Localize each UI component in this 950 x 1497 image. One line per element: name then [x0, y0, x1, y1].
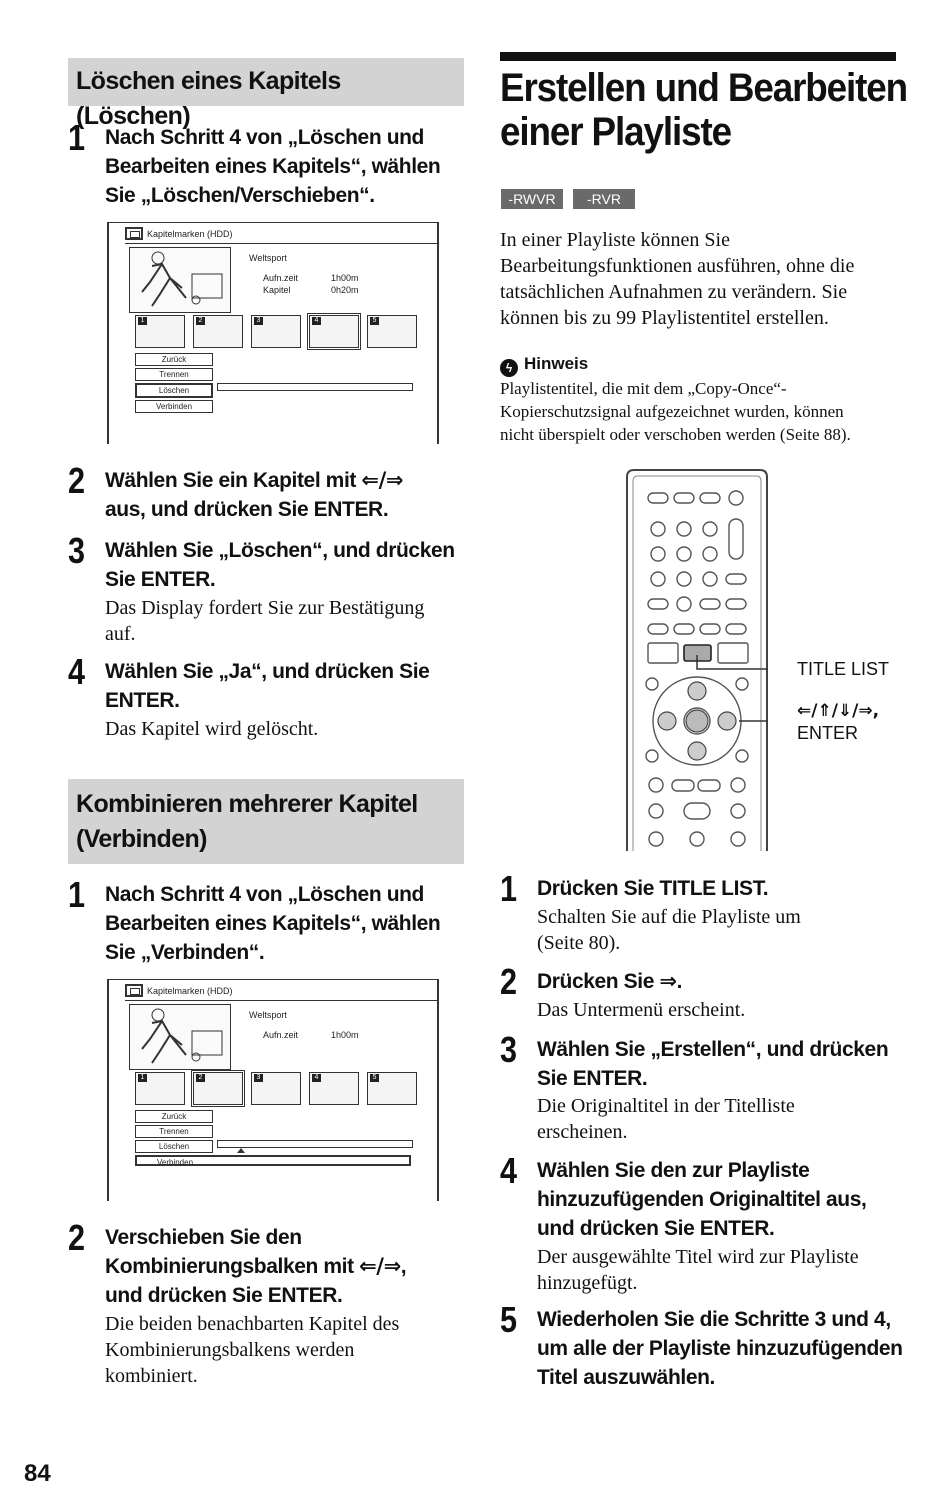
- step-number: 1: [68, 117, 86, 158]
- line: Bearbeitungsfunktionen ausführen, ohne die: [500, 255, 855, 277]
- step-number: 2: [68, 460, 86, 501]
- film-icon: [125, 227, 143, 240]
- step-number: 1: [68, 874, 86, 915]
- page-number: 84: [24, 1460, 51, 1487]
- text: .: [676, 970, 683, 993]
- chapter-thumb[interactable]: [135, 315, 185, 348]
- soccer-player-illustration: [130, 248, 230, 312]
- step-title: [537, 1156, 866, 1243]
- chapter-thumb[interactable]: [251, 315, 301, 348]
- line: (Seite 80).: [537, 932, 621, 954]
- line: Kombinierungsbalkens werden: [105, 1339, 355, 1361]
- remote-label-title-list: TITLE LIST: [797, 659, 890, 679]
- chapter-thumb[interactable]: [309, 315, 359, 348]
- screen-header-text: Kapitelmarken (HDD): [147, 229, 233, 239]
- line: Das Untermenü erscheint.: [537, 999, 746, 1021]
- step-body: [537, 997, 745, 1023]
- line: auf.: [105, 623, 136, 645]
- hint-box: [500, 353, 851, 446]
- step-title: [105, 466, 403, 524]
- title-name: Weltsport: [249, 253, 287, 263]
- hint-icon: ϟ: [500, 359, 518, 377]
- line: und drücken Sie ENTER.: [537, 1217, 775, 1240]
- title-line: Erstellen und Bearbeiten: [500, 66, 908, 110]
- menu-item-split[interactable]: Trennen: [135, 1125, 213, 1138]
- section-title-combine-chapters: [68, 779, 464, 864]
- chapter-thumb[interactable]: [309, 1072, 359, 1105]
- section-title-line: (Verbinden): [76, 825, 207, 853]
- step-number: 4: [68, 651, 86, 692]
- chapter-number: 5: [370, 1074, 379, 1082]
- chapter-number: 2: [196, 1074, 205, 1082]
- remote-control-illustration: [626, 469, 768, 851]
- step-body: [105, 716, 318, 742]
- screen-header: [125, 227, 437, 244]
- left-right-arrow-icon: ⇐/⇒: [359, 1254, 401, 1278]
- chapter-marks-screen-delete: [107, 222, 439, 444]
- hint-heading: [500, 353, 851, 377]
- line: Wiederholen Sie die Schritte 3 und 4,: [537, 1308, 891, 1331]
- chapter-label: Kapitel: [263, 285, 291, 295]
- line: nicht überspielt oder verschoben werden (Seite 88).: [500, 425, 851, 444]
- line: Nach Schritt 4 von „Löschen und: [105, 883, 424, 906]
- media-badge-rvr: [573, 189, 635, 209]
- line: tatsächlichen Aufnahmen zu verändern. Sie: [500, 281, 848, 303]
- title-name: Weltsport: [249, 1010, 287, 1020]
- line: [537, 967, 682, 996]
- chapter-number: 4: [312, 317, 321, 325]
- line: Titel auszuwählen.: [537, 1366, 715, 1389]
- step-number: 4: [500, 1150, 518, 1191]
- step-body: [537, 1244, 859, 1296]
- step-number: 5: [500, 1299, 518, 1340]
- chapter-thumb[interactable]: [193, 1072, 243, 1105]
- chapter-number: 1: [138, 1074, 147, 1082]
- preview-thumbnail: [129, 1004, 231, 1070]
- menu-item-back[interactable]: Zurück: [135, 1110, 213, 1123]
- text: Kombinierungsbalken mit: [105, 1255, 360, 1278]
- chapter-value: 0h20m: [331, 285, 359, 295]
- line: hinzuzufügenden Originaltitel aus,: [537, 1188, 867, 1211]
- right-arrow-icon: ⇒: [659, 969, 677, 993]
- chapter-thumb[interactable]: [367, 1072, 417, 1105]
- line: Wählen Sie „Löschen“, und drücken: [105, 539, 455, 562]
- chapter-thumb[interactable]: [367, 315, 417, 348]
- line: Bearbeiten eines Kapitels“, wählen: [105, 912, 441, 935]
- left-right-arrow-icon: ⇐/⇒: [361, 468, 404, 492]
- chapter-number: 3: [254, 317, 263, 325]
- text: Drücken Sie: [537, 970, 660, 993]
- intro-text: [500, 227, 854, 331]
- step-title: [537, 1035, 888, 1093]
- step-title: [537, 874, 768, 903]
- step-body: [537, 1093, 795, 1145]
- line: ENTER.: [105, 689, 180, 712]
- line: Verschieben Sie den: [105, 1226, 302, 1249]
- line: Sie „Löschen/Verschieben“.: [105, 184, 375, 207]
- hint-title: Hinweis: [524, 354, 589, 373]
- line: Sie ENTER.: [537, 1067, 648, 1090]
- step-number: 3: [68, 530, 86, 571]
- line: Der ausgewählte Titel wird zur Playliste: [537, 1246, 859, 1268]
- step-title: [105, 880, 440, 967]
- line: Wählen Sie den zur Playliste: [537, 1159, 810, 1182]
- line: Die beiden benachbarten Kapitel des: [105, 1313, 400, 1335]
- page-title: [500, 66, 907, 154]
- line: Das Display fordert Sie zur Bestätigung: [105, 597, 425, 619]
- menu-item-back[interactable]: Zurück: [135, 353, 213, 366]
- film-icon: [125, 984, 143, 997]
- step-number: 1: [500, 868, 518, 909]
- soccer-player-illustration: [130, 1005, 230, 1069]
- step-body: [537, 904, 801, 956]
- chapter-thumb[interactable]: [251, 1072, 301, 1105]
- step-number: 2: [500, 961, 518, 1002]
- line: Die Originaltitel in der Titelliste: [537, 1095, 795, 1117]
- line: Wählen Sie „Erstellen“, und drücken: [537, 1038, 889, 1061]
- arrows-icon: ⇐/⇑/⇓/⇒,: [797, 701, 880, 721]
- line: um alle der Playliste hinzuzufügenden: [537, 1337, 903, 1360]
- line: Drücken Sie TITLE LIST.: [537, 877, 769, 900]
- line: Sie „Verbinden“.: [105, 941, 265, 964]
- line: Nach Schritt 4 von „Löschen und: [105, 126, 424, 149]
- step-number: 2: [68, 1217, 86, 1258]
- menu-item-split[interactable]: Trennen: [135, 368, 213, 381]
- rec-time-label: Aufn.zeit: [263, 1030, 299, 1040]
- step-body: [105, 1311, 399, 1389]
- section-title-delete-chapter: [68, 58, 464, 130]
- chapter-number: 3: [254, 1074, 263, 1082]
- timeline-bar: [217, 1140, 413, 1148]
- text: Wählen Sie ein Kapitel mit: [105, 469, 362, 492]
- line: Bearbeiten eines Kapitels“, wählen: [105, 155, 441, 178]
- badge-text: -RVR: [587, 191, 621, 207]
- line: hinzugefügt.: [537, 1272, 638, 1294]
- step-title: [537, 1305, 903, 1392]
- edit-menu: [135, 1110, 213, 1168]
- step-title: [105, 536, 455, 594]
- line: Schalten Sie auf die Playliste um: [537, 906, 801, 928]
- line: können bis zu 99 Playlistentitel erstellen.: [500, 307, 829, 329]
- line: aus, und drücken Sie ENTER.: [105, 498, 389, 521]
- chapter-number: 1: [138, 317, 147, 325]
- chapter-number: 4: [312, 1074, 321, 1082]
- chapter-thumb[interactable]: [135, 1072, 185, 1105]
- step-title: [105, 123, 440, 210]
- line: Das Kapitel wird gelöscht.: [105, 718, 319, 740]
- menu-item-delete[interactable]: Löschen: [135, 383, 213, 398]
- badge-text: -RWVR: [508, 191, 556, 207]
- title-line: einer Playliste: [500, 110, 731, 154]
- hint-text: [500, 377, 851, 446]
- line: Kopierschutzsignal aufgezeichnet wurden, können: [500, 402, 844, 421]
- line: erscheinen.: [537, 1121, 628, 1143]
- line: [105, 466, 403, 495]
- line: und drücken Sie ENTER.: [105, 1284, 343, 1307]
- screen-header-text: Kapitelmarken (HDD): [147, 986, 233, 996]
- text: ,: [400, 1255, 407, 1278]
- line: [105, 1252, 406, 1281]
- menu-item-join[interactable]: Verbinden: [135, 400, 213, 413]
- combine-bar-marker-icon[interactable]: [237, 1148, 245, 1153]
- timeline-bar: [217, 383, 413, 391]
- enter-label: ENTER: [797, 723, 859, 743]
- edit-menu: [135, 353, 213, 415]
- step-title: [105, 657, 429, 715]
- step-body: [105, 595, 424, 647]
- preview-thumbnail: [129, 247, 231, 313]
- menu-item-delete[interactable]: Löschen: [135, 1140, 213, 1153]
- step-title: [105, 1223, 406, 1310]
- rec-time-value: 1h00m: [331, 273, 359, 283]
- section-title-line: Kombinieren mehrerer Kapitel: [76, 790, 418, 818]
- media-badge-rwvr: [501, 189, 563, 209]
- rec-time-label: Aufn.zeit: [263, 273, 299, 283]
- line: In einer Playliste können Sie: [500, 229, 730, 251]
- line: Playlistentitel, die mit dem „Copy-Once“-: [500, 379, 787, 398]
- step-number: 3: [500, 1029, 518, 1070]
- title-rule: [500, 52, 896, 61]
- step-title: [537, 967, 682, 996]
- chapter-thumb[interactable]: [193, 315, 243, 348]
- line: kombiniert.: [105, 1365, 198, 1387]
- line: Sie ENTER.: [105, 568, 216, 591]
- chapter-number: 5: [370, 317, 379, 325]
- rec-time-value: 1h00m: [331, 1030, 359, 1040]
- remote-label-arrows: [797, 700, 879, 744]
- section-title-text: Löschen eines Kapitels (Löschen): [76, 67, 341, 130]
- chapter-number: 2: [196, 317, 205, 325]
- chapter-marks-screen-combine: [107, 979, 439, 1201]
- screen-header: [125, 984, 437, 1001]
- menu-item-join[interactable]: Verbinden: [135, 1155, 411, 1166]
- line: Wählen Sie „Ja“, und drücken Sie: [105, 660, 430, 683]
